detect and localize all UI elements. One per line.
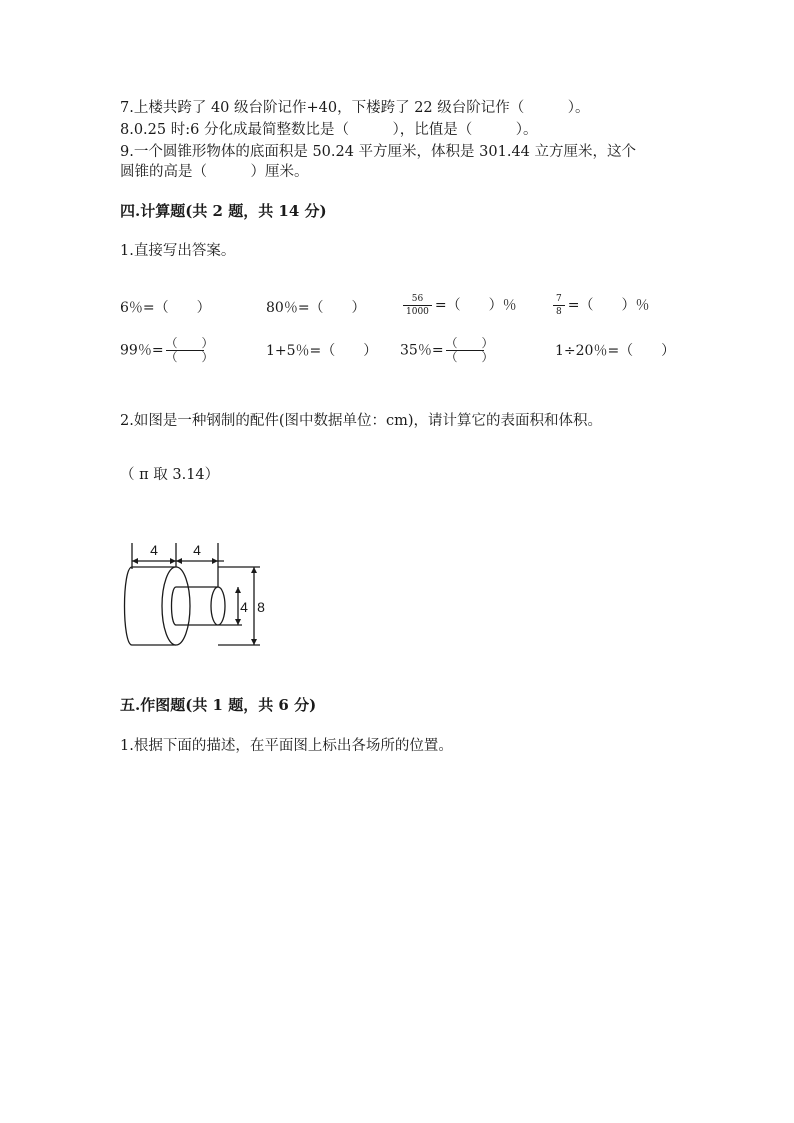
fraction [445,336,494,364]
denominator: 1000 [406,307,429,317]
section-5-title: 五.作图题(共 1 题，共 6 分) [120,696,317,714]
section-4-title: 四.计算题(共 2 题，共 14 分) [120,202,327,220]
length-label-2: 4 [193,542,201,558]
calc-item-5 [120,336,214,364]
calc-item-2: 80％=（ ） [266,300,366,316]
calc-item-5-pre: 99％= [120,342,164,359]
question-7: 7.上楼共跨了 40 级台阶记作+40，下楼跨了 22 级台阶记作（ ）。 [120,100,590,116]
question-9-line1: 9.一个圆锥形物体的底面积是 50.24 平方厘米，体积是 301.44 立方厘米，这个 [120,144,637,160]
s4-question-2: 2.如图是一种钢制的配件(图中数据单位：cm)，请计算它的表面积和体积。 [120,413,603,429]
large-cylinder-back [125,567,133,645]
denominator: （ ） [445,350,494,364]
s4-question-1: 1.直接写出答案。 [120,243,236,259]
calc-item-8: 1÷20％=（ ） [555,343,676,359]
calc-item-7 [400,336,494,364]
numerator: 7 [553,293,565,306]
calc-item-7-pre: 35％= [400,342,444,359]
small-diameter-label: 4 [240,599,248,615]
large-cylinder-face [162,567,190,645]
numerator: （ ） [445,336,494,350]
calc-item-1: 6％=（ ） [120,300,211,316]
small-cylinder-face [211,587,225,625]
denominator: （ ） [165,350,214,364]
s5-question-1: 1.根据下面的描述，在平面图上标出各场所的位置。 [120,738,453,754]
numerator: 56 [403,293,432,306]
calc-item-4-rest: =（ ）％ [567,297,650,314]
fraction [553,293,565,318]
calc-item-3 [400,293,517,318]
denominator: 8 [556,307,562,317]
calc-item-6: 1+5％=（ ） [266,343,378,359]
fraction [403,293,432,318]
fraction [165,336,214,364]
steel-part-figure [120,535,265,650]
large-diameter-label: 8 [257,599,265,615]
calc-item-3-rest: =（ ）％ [434,297,517,314]
question-9-line2: 圆锥的高是（ ）厘米。 [120,164,309,180]
numerator: （ ） [165,336,214,350]
question-8: 8.0.25 时:6 分化成最简整数比是（ ），比值是（ ）。 [120,122,538,138]
pi-note: （ π 取 3.14） [120,467,220,483]
length-label-1: 4 [150,542,158,558]
calc-item-4 [550,293,649,318]
